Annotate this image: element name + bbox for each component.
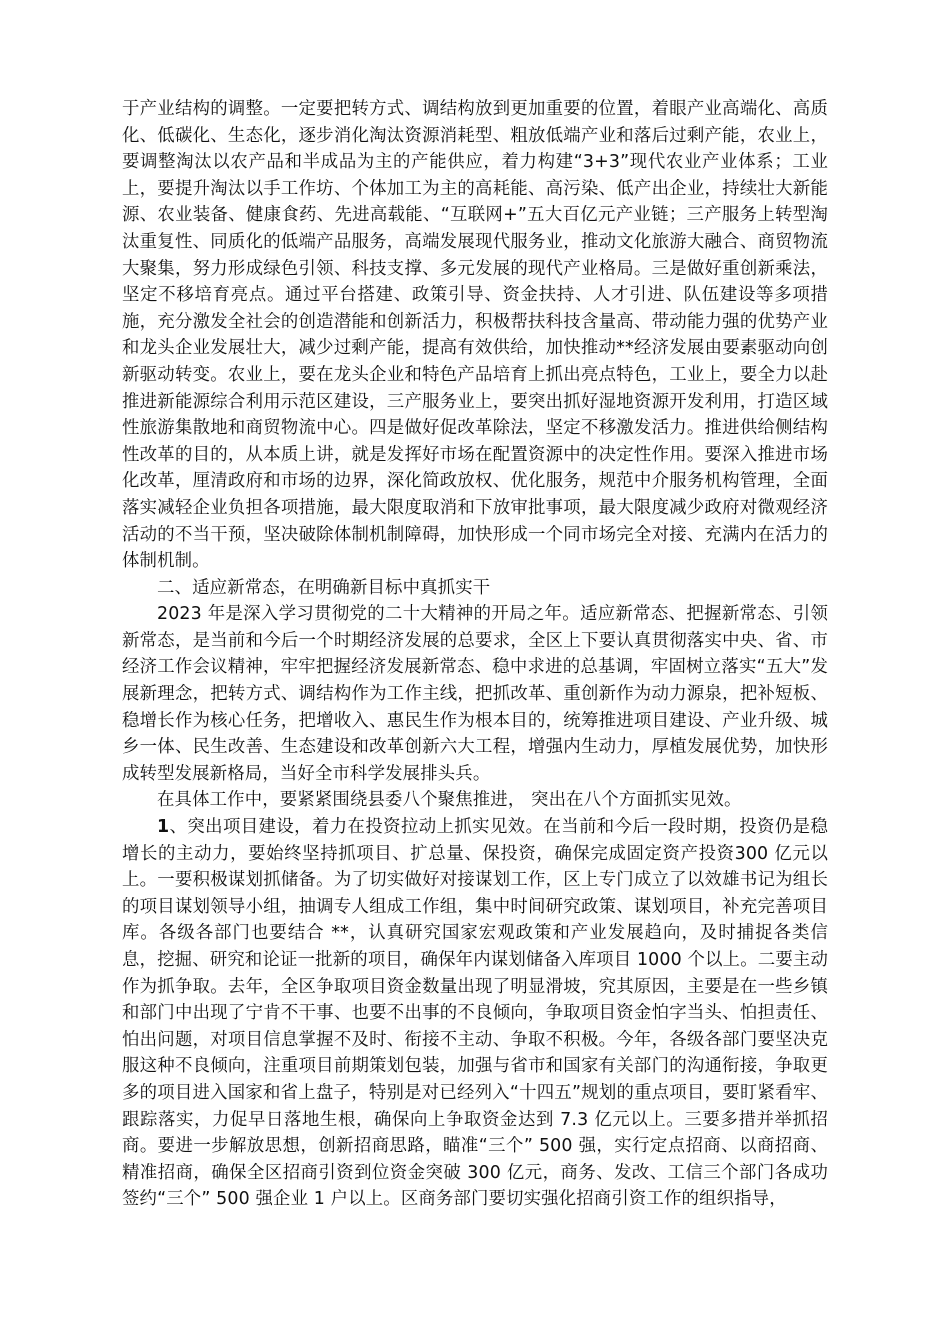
document-page	[122, 96, 828, 1213]
paragraph-project-construction	[122, 814, 828, 1213]
paragraph-specific-work: 在具体工作中，要紧紧围绕县委八个聚焦推进， 突出在八个方面抓实见效。	[157, 790, 742, 811]
item-number: 1	[157, 817, 170, 838]
paragraph-2023-goals: 2023 年是深入学习贯彻党的二十大精神的开局之年。适应新常态、把握新常态、引领新常态，是当前和今后一个时期经济发展的总要求，全区上下要认真贯彻落实中央、省、市经济工作会议精神，牢牢把握经济发展新常态、稳中求进的总基调，牢固树立落实“五大”发展新理念，把转方式、调结构作为工作主线，把抓改革、重创新作为动力源泉，把补短板、稳增长作为核心任务，把增收入、惠民生作为根本目的，统筹推进项目建设、产业升级、城乡一体、民生改善、生态建设和改革创新六大工程，增强内生动力，厚植发展优势，加快形成转型发展新格局，当好全市科学发展排头兵。	[122, 604, 828, 784]
paragraph-project-text: 、突出项目建设，着力在投资拉动上抓实见效。在当前和今后一段时期，投资仍是稳增长的主动力，要始终坚持抓项目、扩总量、保投资，确保完成固定资产投资300 亿元以上。一要积极谋划抓储备。为了切实做好对接谋划工作，区上专门成立了以效雄书记为组长的项目谋划领导小组，抽调专人组成工作组，集中时间研究政策、谋划项目，补充完善项目库。各级各部门也要结合 **，认真研究国家宏观政策和产业发展趋向，及时捕捉各类信息，挖掘、研究和论证一批新的项目，确保年内谋划储备入库项目 1000 个以上。二要主动作为抓争取。去年，全区争取项目资金数量出现了明显滑坡，究其原因，主要是在一些乡镇和部门中出现了宁肯不干事、也要不出事的不良倾向，争取项目资金怕字当头、怕担责任、怕出问题，对项目信息掌握不及时、衔接不主动、争取不积极。今年，各级各部门要坚决克服这种不良倾向，注重项目前期策划包装，加强与省市和国家有关部门的沟通衔接，争取更多的项目进入国家和省上盘子，特别是对已经列入“十四五”规划的重点项目，要盯紧看牢、跟踪落实，力促早日落地生根，确保向上争取资金达到 7.3 亿元以上。三要多措并举抓招商。要进一步解放思想，创新招商思路，瞄准“三个” 500 强，实行定点招商、以商招商、精准招商，确保全区招商引资到位资金突破 300 亿元，商务、发改、工信三个部门各成功签约“三个” 500 强企业 1 户以上。区商务部门要切实强化招商引资工作的组织指导，	[122, 817, 829, 1210]
paragraph-industry-structure: 于产业结构的调整。一定要把转方式、调结构放到更加重要的位置，着眼产业高端化、高质化、低碳化、生态化，逐步消化淘汰资源消耗型、粗放低端产业和落后过剩产能，农业上，要调整淘汰以农产品和半成品为主的产能供应，着力构建“3+3”现代农业产业体系；工业上，要提升淘汰以手工作坊、个体加工为主的高耗能、高污染、低产出企业，持续壮大新能源、农业装备、健康食药、先进高载能、“互联网+”五大百亿元产业链；三产服务上转型淘汰重复性、同质化的低端产品服务，高端发展现代服务业，推动文化旅游大融合、商贸物流大聚集，努力形成绿色引领、科技支撑、多元发展的现代产业格局。三是做好重创新乘法，坚定不移培育亮点。通过平台搭建、政策引导、资金扶持、人才引进、队伍建设等多项措施，充分激发全社会的创造潜能和创新活力，积极帮扶科技含量高、带动能力强的优势产业和龙头企业发展壮大，减少过剩产能，提高有效供给，加快推动**经济发展由要素驱动向创新驱动转变。农业上，要在龙头企业和特色产品培育上抓出亮点特色，工业上，要全力以赴推进新能源综合利用示范区建设，三产服务业上，要突出抓好湿地资源开发利用，打造区域性旅游集散地和商贸物流中心。四是做好促改革除法，坚定不移激发活力。推进供给侧结构性改革的目的，从本质上讲，就是发挥好市场在配置资源中的决定性作用。要深入推进市场化改革，厘清政府和市场的边界，深化简政放权、优化服务，规范中介服务机构管理，全面落实减轻企业负担各项措施，最大限度取消和下放审批事项，最大限度减少政府对微观经济活动的不当干预，坚决破除体制机制障碍，加快形成一个同市场完全对接、充满内在活力的体制机制。	[122, 99, 828, 572]
section-heading-2: 二、适应新常态，在明确新目标中真抓实干	[157, 577, 491, 598]
